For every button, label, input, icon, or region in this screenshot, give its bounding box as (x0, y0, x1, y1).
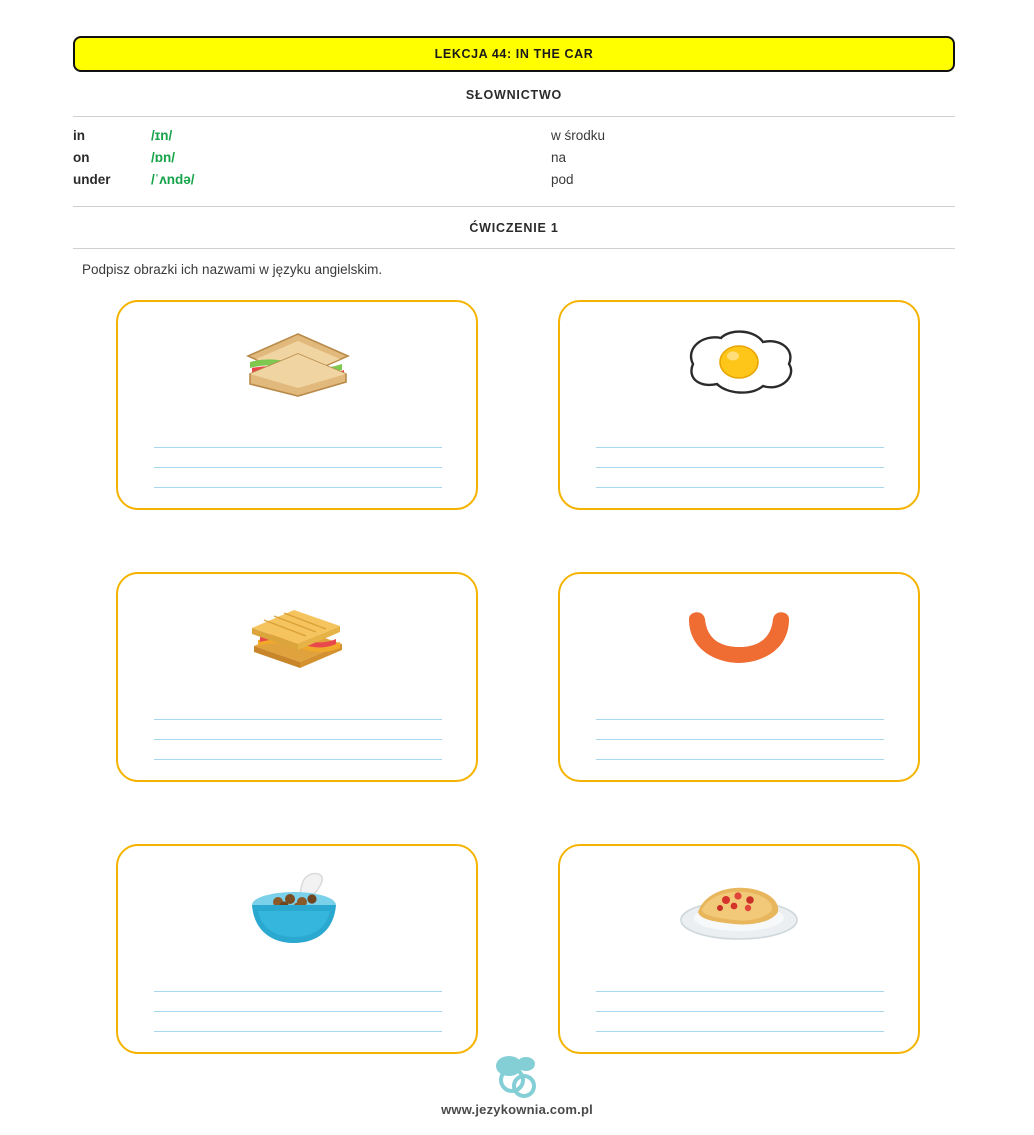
vocabulary-word: on (73, 150, 90, 165)
writing-line[interactable] (596, 1031, 884, 1032)
toast-sandwich-icon (118, 588, 476, 684)
writing-lines[interactable] (154, 719, 442, 760)
writing-line[interactable] (154, 739, 442, 740)
writing-line[interactable] (596, 739, 884, 740)
writing-lines[interactable] (154, 447, 442, 488)
vocabulary-section-header: SŁOWNICTWO (465, 88, 563, 102)
divider-below-exercise-header (73, 248, 955, 249)
vocabulary-translation: pod (551, 172, 574, 187)
vocabulary-phonetic: /ɪn/ (151, 128, 173, 143)
writing-lines[interactable] (154, 991, 442, 1032)
picture-card (558, 844, 920, 1054)
footer (0, 1052, 1034, 1117)
vocabulary-translation: w środku (551, 128, 606, 143)
writing-line[interactable] (596, 1011, 884, 1012)
vocabulary-word: in (73, 128, 85, 143)
footer-url[interactable]: www.jezykownia.com.pl (441, 1102, 593, 1117)
fried-egg-icon (560, 316, 918, 412)
writing-line[interactable] (154, 1011, 442, 1012)
writing-line[interactable] (596, 759, 884, 760)
writing-line[interactable] (154, 1031, 442, 1032)
card-row (0, 572, 1034, 844)
card-row (0, 300, 1034, 572)
writing-lines[interactable] (596, 447, 884, 488)
writing-line[interactable] (596, 467, 884, 468)
pancakes-plate-icon (560, 860, 918, 956)
writing-line[interactable] (596, 991, 884, 992)
vocabulary-translation: na (551, 150, 567, 165)
vocabulary-row (73, 150, 955, 172)
jezykownia-logo (0, 1052, 1034, 1100)
sandwich-icon (118, 316, 476, 412)
vocabulary-word: under (73, 172, 111, 187)
writing-line[interactable] (154, 991, 442, 992)
writing-lines[interactable] (596, 991, 884, 1032)
writing-line[interactable] (154, 759, 442, 760)
divider-top (73, 116, 955, 117)
writing-line[interactable] (154, 719, 442, 720)
vocabulary-phonetic: /ɒn/ (151, 150, 175, 165)
writing-lines[interactable] (596, 719, 884, 760)
picture-card (558, 572, 920, 782)
vocabulary-row (73, 128, 955, 150)
picture-card (558, 300, 920, 510)
writing-line[interactable] (154, 467, 442, 468)
divider-middle (73, 206, 955, 207)
lesson-title-banner (73, 36, 955, 72)
cereal-bowl-icon (118, 860, 476, 956)
exercise-instruction: Podpisz obrazki ich nazwami w języku angielskim. (82, 262, 383, 277)
exercise-section-header: ĆWICZENIE 1 (469, 221, 559, 235)
writing-line[interactable] (596, 487, 884, 488)
vocabulary-phonetic: /ˈʌndə/ (151, 172, 195, 187)
picture-cards-grid (0, 300, 1034, 1116)
vocabulary-row (73, 172, 955, 194)
writing-line[interactable] (596, 447, 884, 448)
page-title: LEKCJA 44: IN THE CAR (434, 47, 594, 61)
picture-card (116, 300, 478, 510)
sausage-icon (560, 588, 918, 684)
writing-line[interactable] (154, 447, 442, 448)
writing-line[interactable] (154, 487, 442, 488)
picture-card (116, 844, 478, 1054)
vocabulary-list (73, 128, 955, 194)
writing-line[interactable] (596, 719, 884, 720)
picture-card (116, 572, 478, 782)
